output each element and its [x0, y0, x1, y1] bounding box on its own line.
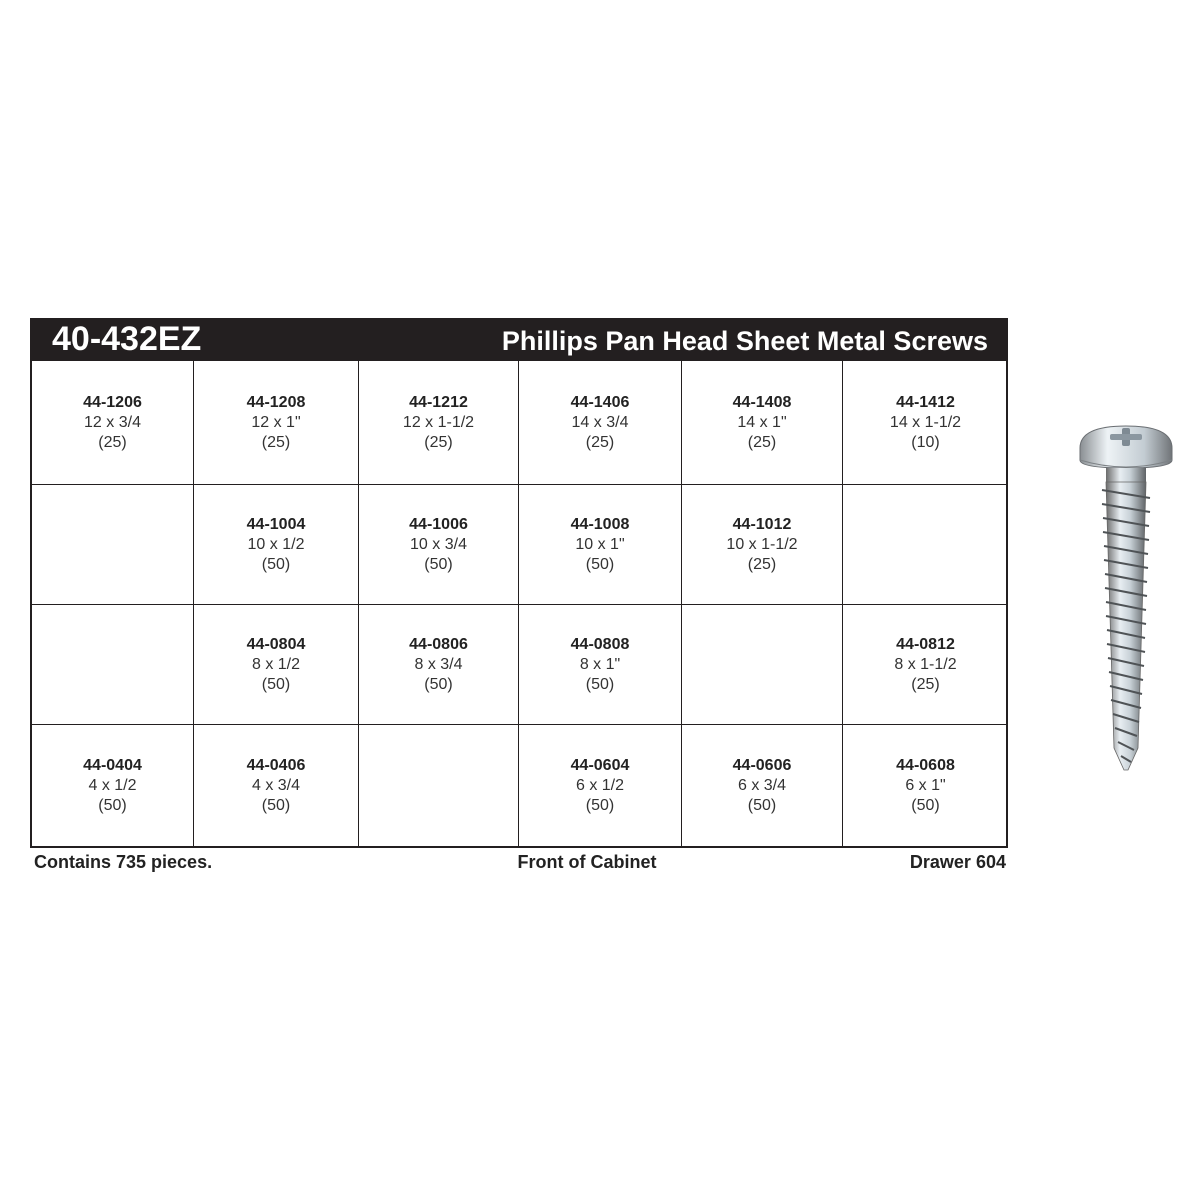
bin-cell-empty: [32, 485, 194, 605]
piece-count: Contains 735 pieces.: [34, 852, 213, 872]
piece-quantity: (50): [261, 555, 291, 573]
bin-cell-empty: [843, 485, 1008, 605]
bin-cell-empty: [682, 605, 843, 725]
piece-quantity: (50): [261, 796, 291, 814]
screw-size: 10 x 1/2: [247, 535, 305, 553]
bin-cell-44-1206: [32, 361, 194, 485]
bin-cell-44-0808: [519, 605, 682, 725]
part-number: 44-1004: [246, 515, 306, 533]
screw-size: 4 x 1/2: [88, 776, 137, 794]
screw-size: 8 x 1/2: [251, 655, 301, 673]
screw-size: 14 x 1": [737, 413, 787, 431]
part-number: 44-1408: [732, 393, 792, 411]
screw-size: 6 x 1/2: [575, 776, 625, 794]
part-number: 44-0404: [83, 756, 142, 774]
piece-quantity: (50): [424, 675, 453, 693]
piece-quantity: (50): [261, 675, 291, 693]
part-number: 44-1208: [246, 393, 306, 411]
part-number: 44-1412: [896, 393, 955, 411]
parts-grid: [30, 361, 1008, 848]
piece-quantity: (50): [747, 796, 777, 814]
part-number: 44-0804: [246, 635, 306, 653]
screw-size: 8 x 1-1/2: [894, 655, 957, 673]
screw-size: 8 x 1": [579, 655, 621, 673]
cabinet-position: Front of Cabinet: [517, 852, 657, 872]
screw-size: 4 x 3/4: [251, 776, 301, 794]
part-number: 44-0406: [246, 756, 306, 774]
part-number: 44-1008: [570, 515, 630, 533]
bin-cell-44-1412: [843, 361, 1008, 485]
part-number: 44-0812: [896, 635, 955, 653]
screw-size: 6 x 1": [905, 776, 946, 794]
part-number: 44-0608: [896, 756, 955, 774]
part-number: 44-1006: [409, 515, 468, 533]
footer: [30, 852, 1008, 873]
part-number: 44-0806: [409, 635, 468, 653]
screw-size: 8 x 3/4: [414, 655, 463, 673]
bin-cell-44-0804: [194, 605, 359, 725]
piece-quantity: (50): [98, 796, 127, 814]
bin-cell-44-1406: [519, 361, 682, 485]
drawer-number: Drawer 604: [909, 852, 1006, 872]
bin-cell-empty: [32, 605, 194, 725]
bin-cell-44-0406: [194, 725, 359, 846]
screw-size: 10 x 3/4: [410, 535, 467, 553]
screw-size: 12 x 3/4: [84, 413, 141, 431]
part-number: 44-0808: [570, 635, 630, 653]
piece-quantity: (25): [98, 433, 127, 451]
part-number: 44-1212: [409, 393, 468, 411]
piece-quantity: (10): [911, 433, 940, 451]
screw-icon: [1076, 418, 1176, 778]
bin-cell-44-1212: [359, 361, 519, 485]
bin-cell-44-0404: [32, 725, 194, 846]
piece-quantity: (50): [585, 675, 615, 693]
screw-size: 12 x 1-1/2: [402, 413, 475, 431]
part-number: 44-1012: [732, 515, 792, 533]
kit-title: Phillips Pan Head Sheet Metal Screws: [501, 326, 988, 356]
drawer-label-card: [30, 318, 1008, 873]
piece-quantity: (50): [585, 555, 615, 573]
screw-size: 14 x 3/4: [571, 413, 629, 431]
piece-quantity: (25): [747, 433, 777, 451]
screw-size: 6 x 3/4: [737, 776, 787, 794]
bin-cell-44-1006: [359, 485, 519, 605]
header-bar: [30, 318, 1008, 361]
piece-quantity: (25): [261, 433, 291, 451]
piece-quantity: (50): [911, 796, 940, 814]
piece-quantity: (50): [424, 555, 453, 573]
bin-cell-44-0806: [359, 605, 519, 725]
piece-quantity: (25): [585, 433, 615, 451]
bin-cell-44-0608: [843, 725, 1008, 846]
part-number: 44-0606: [732, 756, 792, 774]
piece-quantity: (25): [911, 675, 940, 693]
bin-cell-empty: [359, 725, 519, 846]
bin-cell-44-0604: [519, 725, 682, 846]
piece-quantity: (25): [747, 555, 777, 573]
part-number: 44-0604: [570, 756, 630, 774]
bin-cell-44-1408: [682, 361, 843, 485]
part-number: 44-1406: [570, 393, 630, 411]
kit-code: 40-432EZ: [52, 320, 202, 358]
bin-cell-44-1004: [194, 485, 359, 605]
piece-quantity: (25): [424, 433, 453, 451]
screw-size: 12 x 1": [251, 413, 301, 431]
screw-size: 14 x 1-1/2: [889, 413, 962, 431]
part-number: 44-1206: [83, 393, 142, 411]
screw-size: 10 x 1": [575, 535, 625, 553]
bin-cell-44-1208: [194, 361, 359, 485]
screw-size: 10 x 1-1/2: [726, 535, 798, 553]
bin-cell-44-0812: [843, 605, 1008, 725]
bin-cell-44-1008: [519, 485, 682, 605]
piece-quantity: (50): [585, 796, 615, 814]
bin-cell-44-1012: [682, 485, 843, 605]
bin-cell-44-0606: [682, 725, 843, 846]
